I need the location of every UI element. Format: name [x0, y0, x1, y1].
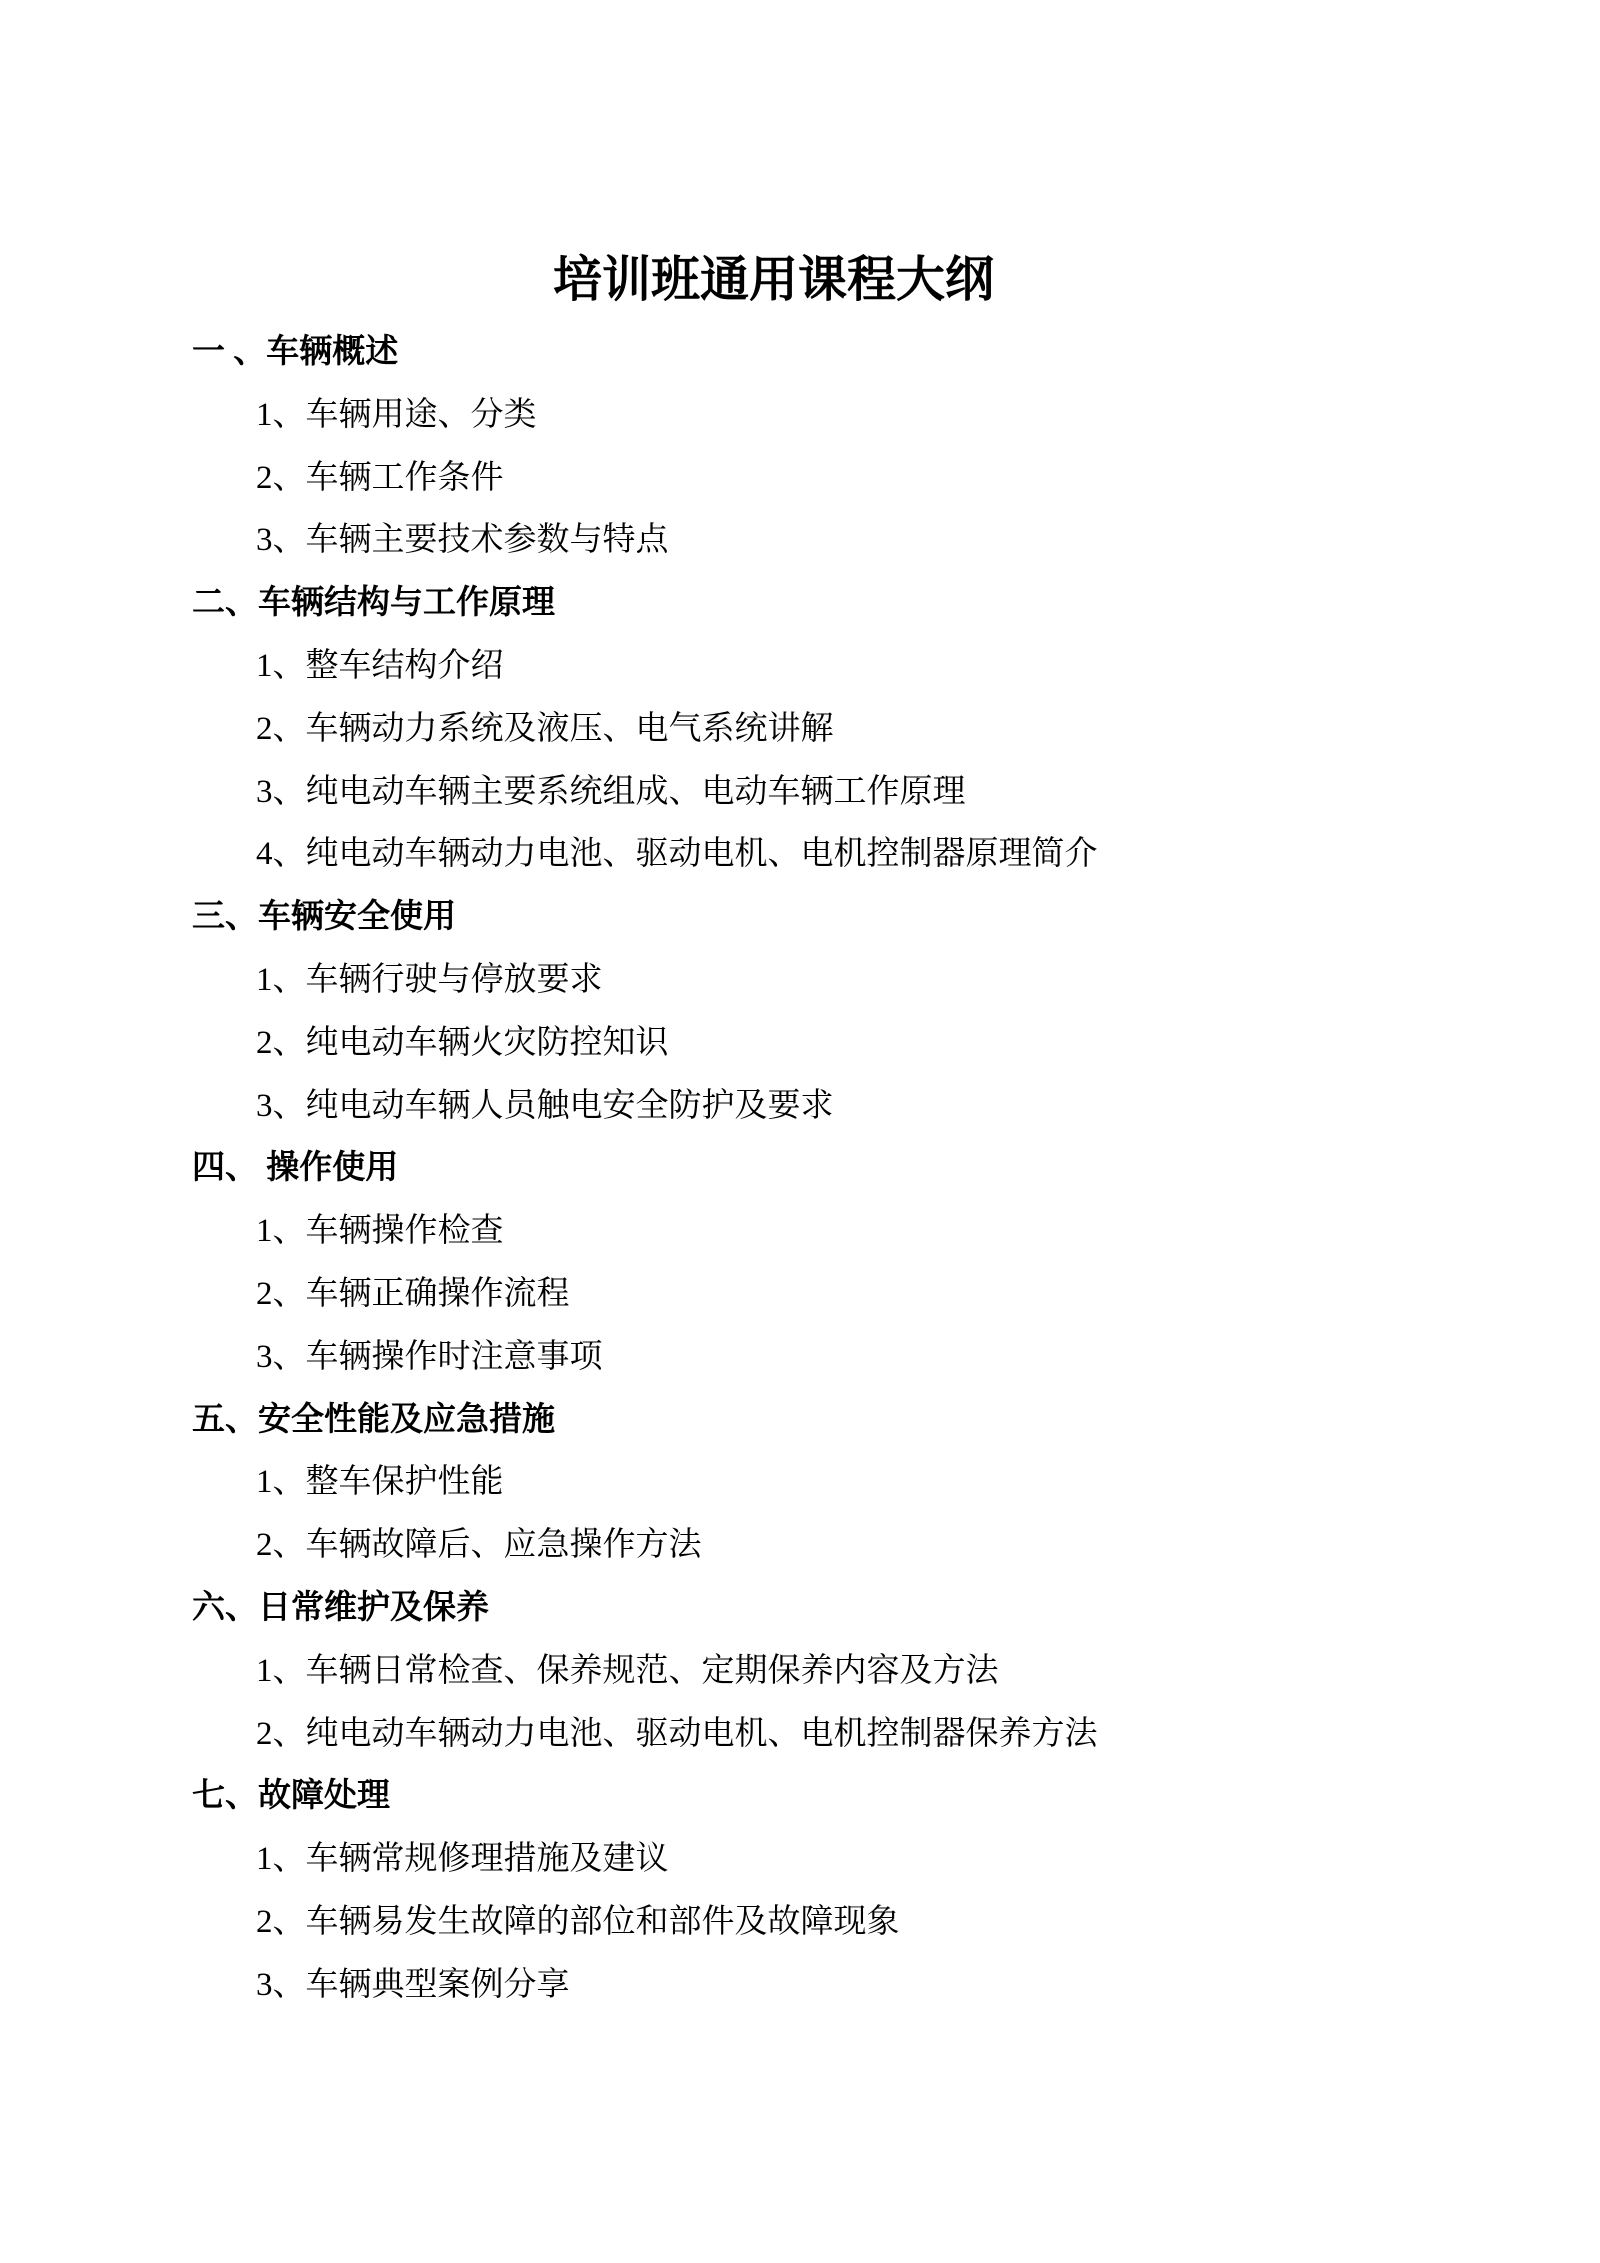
section-heading: 一 、车辆概述 [192, 334, 399, 370]
outline-item: 2、车辆故障后、应急操作方法 [256, 1527, 702, 1564]
course-outline [192, 321, 1540, 2017]
outline-item: 3、车辆主要技术参数与特点 [256, 522, 669, 559]
outline-item: 2、纯电动车辆动力电池、驱动电机、电机控制器保养方法 [256, 1715, 1098, 1752]
section-heading: 二、车辆结构与工作原理 [192, 585, 555, 622]
outline-item: 1、车辆用途、分类 [256, 396, 537, 433]
outline-item: 2、车辆正确操作流程 [256, 1275, 570, 1312]
outline-item: 3、纯电动车辆人员触电安全防护及要求 [256, 1087, 834, 1124]
outline-item: 2、车辆易发生故障的部位和部件及故障现象 [256, 1903, 900, 1940]
outline-item: 4、纯电动车辆动力电池、驱动电机、电机控制器原理简介 [256, 836, 1098, 873]
outline-item: 3、车辆操作时注意事项 [256, 1338, 603, 1375]
outline-item: 1、车辆行驶与停放要求 [256, 961, 603, 998]
outline-item: 1、车辆操作检查 [256, 1213, 504, 1250]
outline-item: 2、车辆动力系统及液压、电气系统讲解 [256, 710, 834, 747]
section-heading: 六、日常维护及保养 [192, 1589, 489, 1626]
outline-item: 1、车辆常规修理措施及建议 [256, 1841, 669, 1878]
outline-item: 2、车辆工作条件 [256, 459, 504, 496]
outline-item: 2、纯电动车辆火灾防控知识 [256, 1024, 669, 1061]
outline-item: 1、整车结构介绍 [256, 647, 504, 684]
page-title: 培训班通用课程大纲 [552, 252, 994, 307]
section-heading: 五、安全性能及应急措施 [192, 1401, 555, 1438]
outline-item: 1、整车保护性能 [256, 1464, 504, 1501]
section-heading: 七、故障处理 [192, 1778, 390, 1815]
section-heading: 三、车辆安全使用 [192, 899, 456, 936]
outline-item: 3、车辆典型案例分享 [256, 1966, 570, 2003]
outline-item: 3、纯电动车辆主要系统组成、电动车辆工作原理 [256, 773, 966, 810]
section-heading: 四、 操作使用 [192, 1150, 399, 1187]
outline-item: 1、车辆日常检查、保养规范、定期保养内容及方法 [256, 1652, 999, 1689]
